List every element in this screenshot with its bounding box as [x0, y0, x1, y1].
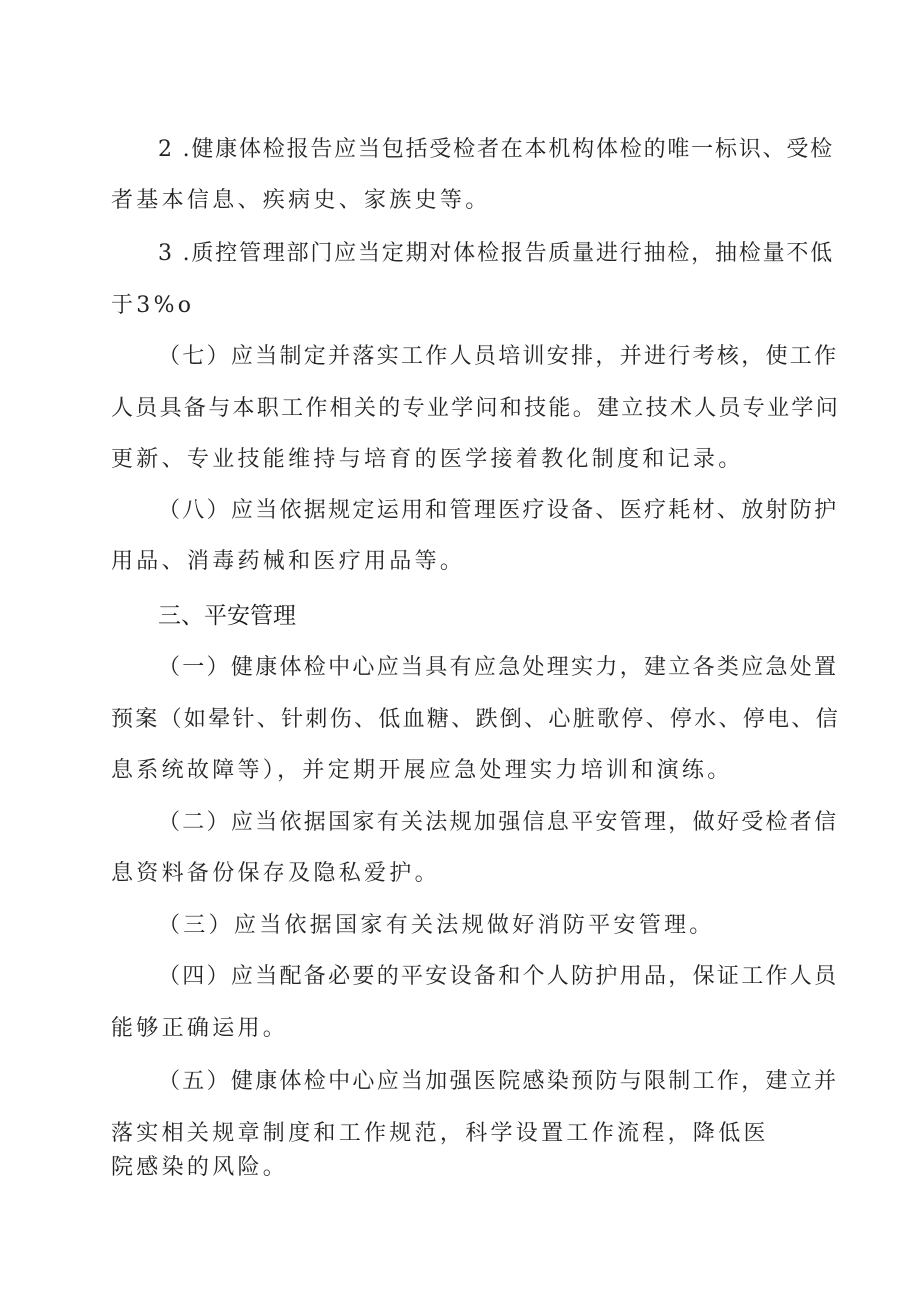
para-7-line-3: 更新、专业技能维持与培育的医学接着教化制度和记录。: [111, 447, 744, 472]
item-1-line-3: 息系统故障等），并定期开展应急处理实力培训和演练。: [111, 758, 733, 783]
item-5-line-1: （五）健康体检中心应当加强医院感染预防与限制工作，建立并: [158, 1069, 839, 1094]
item-3-line-1: （三）应当依据国家有关法规做好消防平安管理。: [158, 913, 715, 938]
para-2-line-1: 2 .健康体检报告应当包括受检者在本机构体检的唯一标识、受检: [158, 137, 834, 162]
item-5-line-3: 院感染的风险。: [111, 1155, 289, 1180]
para-2-line-2: 者基本信息、疾病史、家族史等。: [111, 188, 491, 213]
item-5-line-2: 落实相关规章制度和工作规范，科学设置工作流程，降低医: [111, 1121, 769, 1146]
para-8-line-2: 用品、消毒药械和医疗用品等。: [111, 549, 466, 574]
para-8-line-1: （八）应当依据规定运用和管理医疗设备、医疗耗材、放射防护: [158, 498, 839, 523]
item-2-line-1: （二）应当依据国家有关法规加强信息平安管理，做好受检者信: [158, 810, 839, 835]
section-heading: 三、平安管理: [158, 603, 296, 629]
item-4-line-1: （四）应当配备必要的平安设备和个人防护用品，保证工作人员: [158, 964, 839, 989]
para-7-line-1: （七）应当制定并落实工作人员培训安排，并进行考核，使工作: [158, 344, 839, 369]
para-7-line-2: 人员具备与本职工作相关的专业学问和技能。建立技术人员专业学问: [111, 396, 841, 421]
item-4-line-2: 能够正确运用。: [111, 1016, 289, 1041]
item-1-line-1: （一）健康体检中心应当具有应急处理实力，建立各类应急处置: [158, 655, 839, 680]
para-3-line-2: 于3%o: [111, 293, 195, 318]
item-1-line-2: 预案（如晕针、针刺伤、低血糖、跌倒、心脏歌停、停水、停电、信: [111, 707, 841, 732]
para-3-line-1: 3 .质控管理部门应当定期对体检报告质量进行抽检，抽检量不低: [158, 241, 834, 266]
item-2-line-2: 息资料备份保存及隐私爱护。: [111, 861, 440, 886]
